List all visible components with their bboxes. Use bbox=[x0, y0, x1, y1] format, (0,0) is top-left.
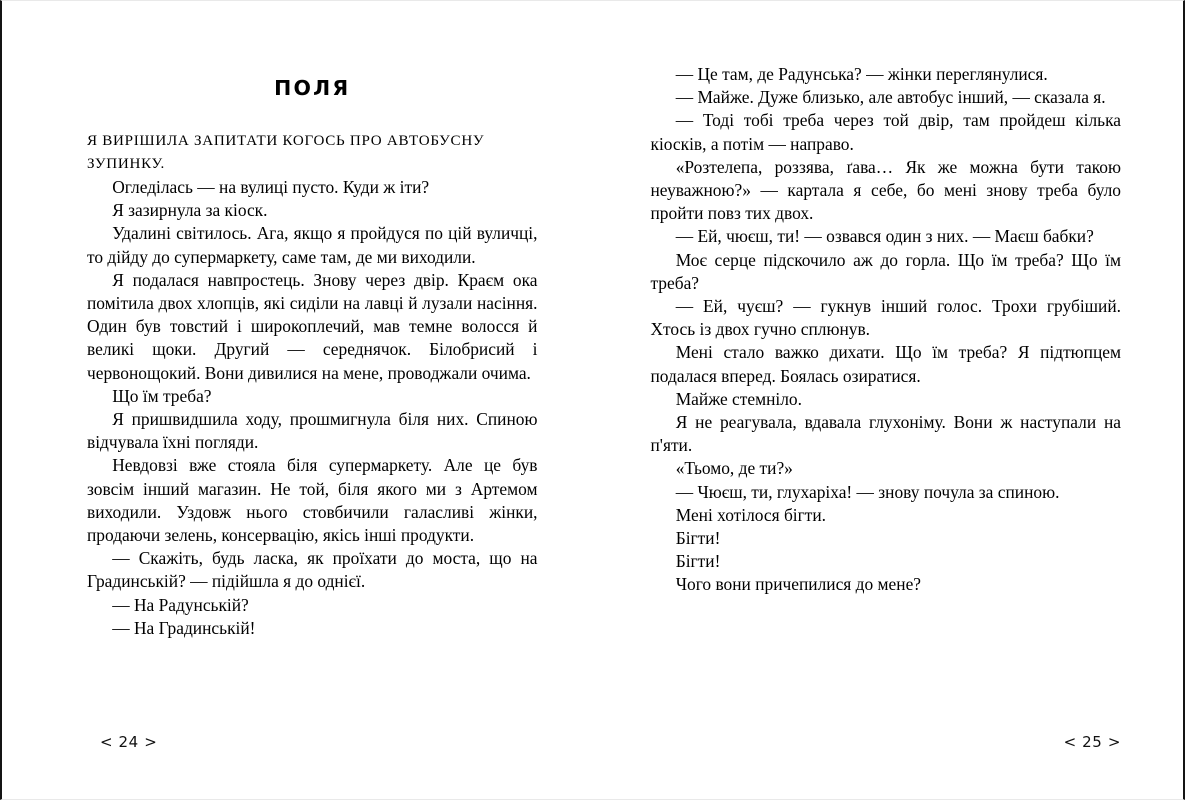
paragraph: — Тоді тобі треба через той двір, там пройдеш кілька кіосків, а потім — направо. bbox=[650, 110, 1121, 154]
paragraph: Я не реагувала, вдавала глухоніму. Вони ж наступали на п'яти. bbox=[650, 412, 1121, 456]
paragraph: «Розтелепа, роззява, ґава… Як же можна бути такою неуважною?» — картала я себе, бо мені знову треба було пройти повз тих двох. bbox=[650, 156, 1121, 224]
page-left bbox=[2, 1, 593, 799]
page-number-right: < 25 > bbox=[1063, 733, 1121, 751]
paragraph: Що їм треба? bbox=[112, 385, 212, 406]
left-page-text-column bbox=[87, 130, 538, 640]
paragraph: Мені стало важко дихати. Що їм треба? Я підтюпцем подалася вперед. Боялась озиратися. bbox=[650, 342, 1121, 386]
paragraph: — На Радунській? bbox=[112, 594, 249, 615]
paragraph: — Майже. Дуже близько, але автобус інший, — сказала я. bbox=[675, 87, 1106, 108]
paragraph: Чого вони причепилися до мене? bbox=[675, 574, 922, 595]
paragraph: — Ей, чюєш, ти! — озвався один з них. — Маєш бабки? bbox=[675, 226, 1094, 247]
paragraph: Невдовзі вже стояла біля супермаркету. Але це був зовсім інший магазин. Не той, біля якого ми з Артемом виходили. Уздовж нього стовбичили галасливі жінки, продаючи зелень, консервацію, якісь інші продукти. bbox=[87, 455, 538, 545]
page-title: ПОЛЯ bbox=[274, 76, 351, 100]
paragraph: Майже стемніло. bbox=[675, 388, 802, 409]
paragraph: Мені хотілося бігти. bbox=[675, 504, 827, 525]
paragraph: — Чюєш, ти, глухаріха! — знову почула за спиною. bbox=[675, 481, 1060, 502]
paragraph: Бігти! bbox=[675, 551, 721, 572]
paragraph: Я зазирнула за кіоск. bbox=[112, 200, 268, 221]
paragraph: — На Градинській! bbox=[112, 617, 256, 638]
paragraph: Удалині світилось. Ага, якщо я пройдуся по цій вуличці, то дійду до супермаркету, саме там, де ми виходили. bbox=[87, 223, 538, 267]
paragraph: — Скажіть, будь ласка, як проїхати до моста, що на Градинській? — підійшла я до однієї. bbox=[87, 548, 538, 592]
right-page-text-column bbox=[651, 63, 1122, 597]
paragraph: — Ей, чуєш? — гукнув інший голос. Трохи грубіший. Хтось із двох гучно сплюнув. bbox=[650, 296, 1121, 340]
page-right bbox=[593, 1, 1184, 799]
paragraph: — Це там, де Радунська? — жінки переглянулися. bbox=[675, 64, 1048, 84]
paragraph: Я пришвидшила ходу, прошмигнула біля них. Спиною відчувала їхні погляди. bbox=[87, 408, 538, 453]
paragraph: Бігти! bbox=[675, 528, 721, 549]
opening-paragraph: Я ВИРІШИЛА ЗАПИТАТИ КОГОСЬ ПРО АВТОБУСНУ ЗУПИНКУ. bbox=[87, 132, 485, 172]
paragraph: Я подалася навпростець. Знову через двір. Краєм ока помітила двох хлопців, які сиділи на лавці й лузали насіння. Один був товстий і широкоплечий, мав темне волосся й великі щоки. Другий — середнячок. Білобрисий і червонощокий. Вони дивилися на мене, проводжали очима. bbox=[87, 269, 538, 383]
paragraph: Огледілась — на вулиці пусто. Куди ж іти? bbox=[112, 176, 430, 197]
page-number-left: < 24 > bbox=[100, 733, 158, 751]
paragraph: «Тьомо, де ти?» bbox=[675, 458, 793, 479]
paragraph: Моє серце підскочило аж до горла. Що їм треба? Що їм треба? bbox=[650, 249, 1121, 293]
